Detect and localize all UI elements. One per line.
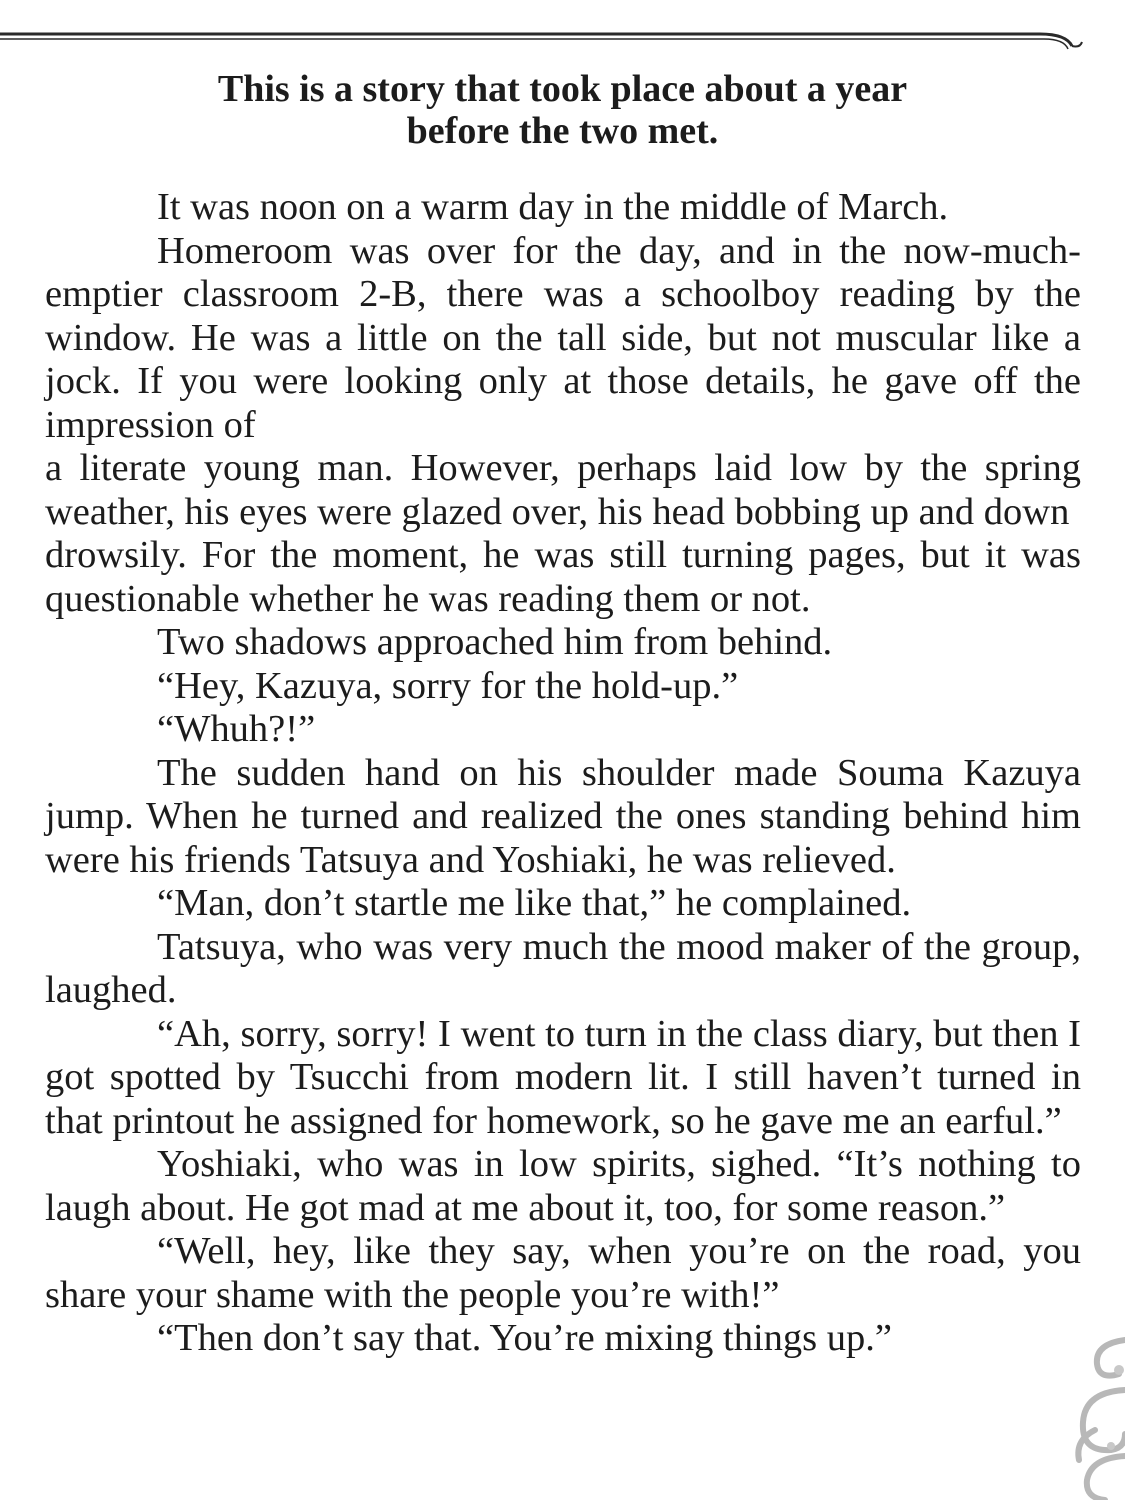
paragraph: a literate young man. However, perhaps laid low by the spring weather, his eyes were glazed over, his head bobbing up and down (45, 447, 1081, 533)
paragraph: Two shadows approached him from behind. (157, 621, 833, 663)
paragraph: “Ah, sorry, sorry! I went to turn in the class diary, but then I got spotted by Tsucchi from modern lit. I still haven’t turned in that printout he assigned for homework, so he gave me an earful.” (45, 1012, 1081, 1142)
heading-line-2: before the two met. (406, 110, 719, 152)
story-body (45, 186, 1081, 1361)
paragraph: Homeroom was over for the day, and in the now-much-emptier classroom 2-B, there was a schoolboy reading by the window. He was a little on the tall side, but not muscular like a jock. If you were looking only at those details, he gave off the impression of (45, 229, 1081, 446)
paragraph: It was noon on a warm day in the middle of March. (157, 186, 949, 228)
paragraph: “Whuh?!” (157, 708, 316, 750)
paragraph: The sudden hand on his shoulder made Souma Kazuya jump. When he turned and realized the ones standing behind him were his friends Tatsuya and Yoshiaki, he was relieved. (45, 751, 1081, 881)
paragraph: “Well, hey, like they say, when you’re on the road, you share your shame with the people you’re with!” (45, 1230, 1081, 1316)
paragraph: “Hey, Kazuya, sorry for the hold-up.” (157, 664, 739, 707)
paragraph: drowsily. For the moment, he was still turning pages, but it was questionable whether he was reading them or not. (45, 534, 1081, 620)
paragraph: Tatsuya, who was very much the mood maker of the group, laughed. (45, 925, 1081, 1011)
top-rule-ornament (0, 22, 1090, 52)
paragraph: “Then don’t say that. You’re mixing things up.” (157, 1317, 892, 1359)
chapter-heading (0, 68, 1125, 152)
paragraph: Yoshiaki, who was in low spirits, sighed. “It’s nothing to laugh about. He got mad at me about it, too, for some reason.” (45, 1143, 1081, 1229)
paragraph: “Man, don’t startle me like that,” he complained. (157, 882, 912, 924)
heading-line-1: This is a story that took place about a year (217, 68, 908, 110)
